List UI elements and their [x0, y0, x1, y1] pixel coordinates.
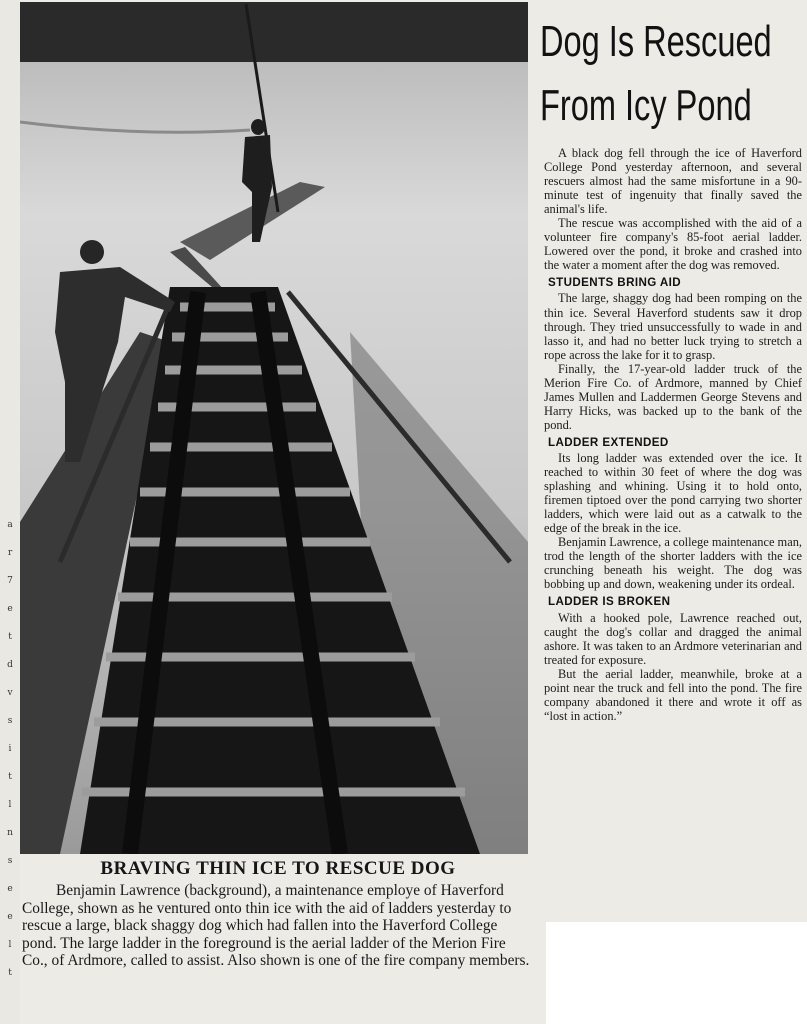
margin-fragment: e [7, 604, 13, 614]
margin-fragment: s [7, 856, 13, 866]
margin-fragment: v [7, 688, 13, 698]
article-body [544, 146, 802, 723]
caption-title: BRAVING THIN ICE TO RESCUE DOG [100, 858, 456, 879]
caption-body: Benjamin Lawrence (background), a maintenance employe of Haverford College, shown as he ventured onto thin ice with the aid of ladders yesterday to rescue a large, black shaggy dog which had fallen into the Haverford College pond. The large ladder in the foreground is the aerial ladder of the Merion Fire Co., of Ardmore, called to assist. Also shown is one of the fire company members. [22, 882, 530, 970]
photo-caption [22, 858, 534, 1020]
article-paragraph: Benjamin Lawrence, a college maintenance man, trod the length of the shorter ladders with the ice crunching beneath his weight. The dog was bobbing up and down, weakening under its ordeal. [544, 535, 802, 592]
margin-fragment: l [8, 940, 12, 950]
article-paragraph: Its long ladder was extended over the ice. It reached to within 30 feet of where the dog was splashing and whining. Using it to hold onto, firemen tiptoed over the pond carrying two shorter ladders, which were laid out as a catwalk to the edge of the break in the ice. [544, 450, 802, 536]
article-paragraph: But the aerial ladder, meanwhile, broke at a point near the truck and fell into the pond. The fire company abandoned it there and wrote it off as “lost in action.” [544, 666, 802, 723]
margin-fragment: t [8, 772, 12, 782]
margin-fragment: s [7, 716, 13, 726]
margin-fragment: r [7, 548, 13, 558]
margin-fragment: i [8, 744, 12, 754]
margin-fragment: e [7, 912, 13, 922]
article-paragraph: A black dog fell through the ice of Haverford College Pond yesterday afternoon, and several rescuers almost had the same misfortune in a 90-minute test of ingenuity that finally saved the animal's life. [544, 146, 802, 217]
margin-fragment: 7 [7, 576, 13, 586]
margin-fragment: t [8, 632, 12, 642]
article-subhead: LADDER IS BROKEN [548, 595, 671, 609]
article-paragraph: The rescue was accomplished with the aid of a volunteer fire company's 85-foot aerial ladder. Lowered over the pond, it broke and crashed into the water a moment after the dog was removed. [544, 216, 802, 273]
blank-corner [546, 922, 807, 1024]
margin-fragment: a [7, 520, 13, 530]
headline-line-1: Dog Is Rescued [540, 17, 772, 66]
adjacent-column-fragments [0, 0, 20, 1024]
margin-fragment: t [8, 968, 12, 978]
photo-ladder-rescue-scene [20, 2, 528, 854]
headline-line-2: From Icy Pond [540, 81, 752, 130]
margin-fragment: l [8, 800, 12, 810]
margin-fragment: d [7, 660, 13, 670]
article-subhead: STUDENTS BRING AID [548, 276, 682, 290]
article-headline [540, 10, 772, 138]
margin-fragment: e [7, 884, 13, 894]
margin-fragment: n [7, 828, 13, 838]
article-paragraph: The large, shaggy dog had been romping on the thin ice. Several Haverford students saw it drop through. They tried unsuccessfully to wade in and lasso it, and had no better luck trying to stretch a rope across the lake for it to grasp. [544, 291, 802, 362]
article-paragraph: With a hooked pole, Lawrence reached out, caught the dog's collar and dragged the animal ashore. It was taken to an Ardmore veterinarian and treated for exposure. [544, 610, 802, 667]
article-paragraph: Finally, the 17-year-old ladder truck of the Merion Fire Co. of Ardmore, manned by Chief James Mullen and Laddermen George Stevens and Harry Hicks, was backed up to the bank of the pond. [544, 361, 802, 432]
news-photo [20, 2, 528, 854]
article-subhead: LADDER EXTENDED [548, 435, 669, 449]
